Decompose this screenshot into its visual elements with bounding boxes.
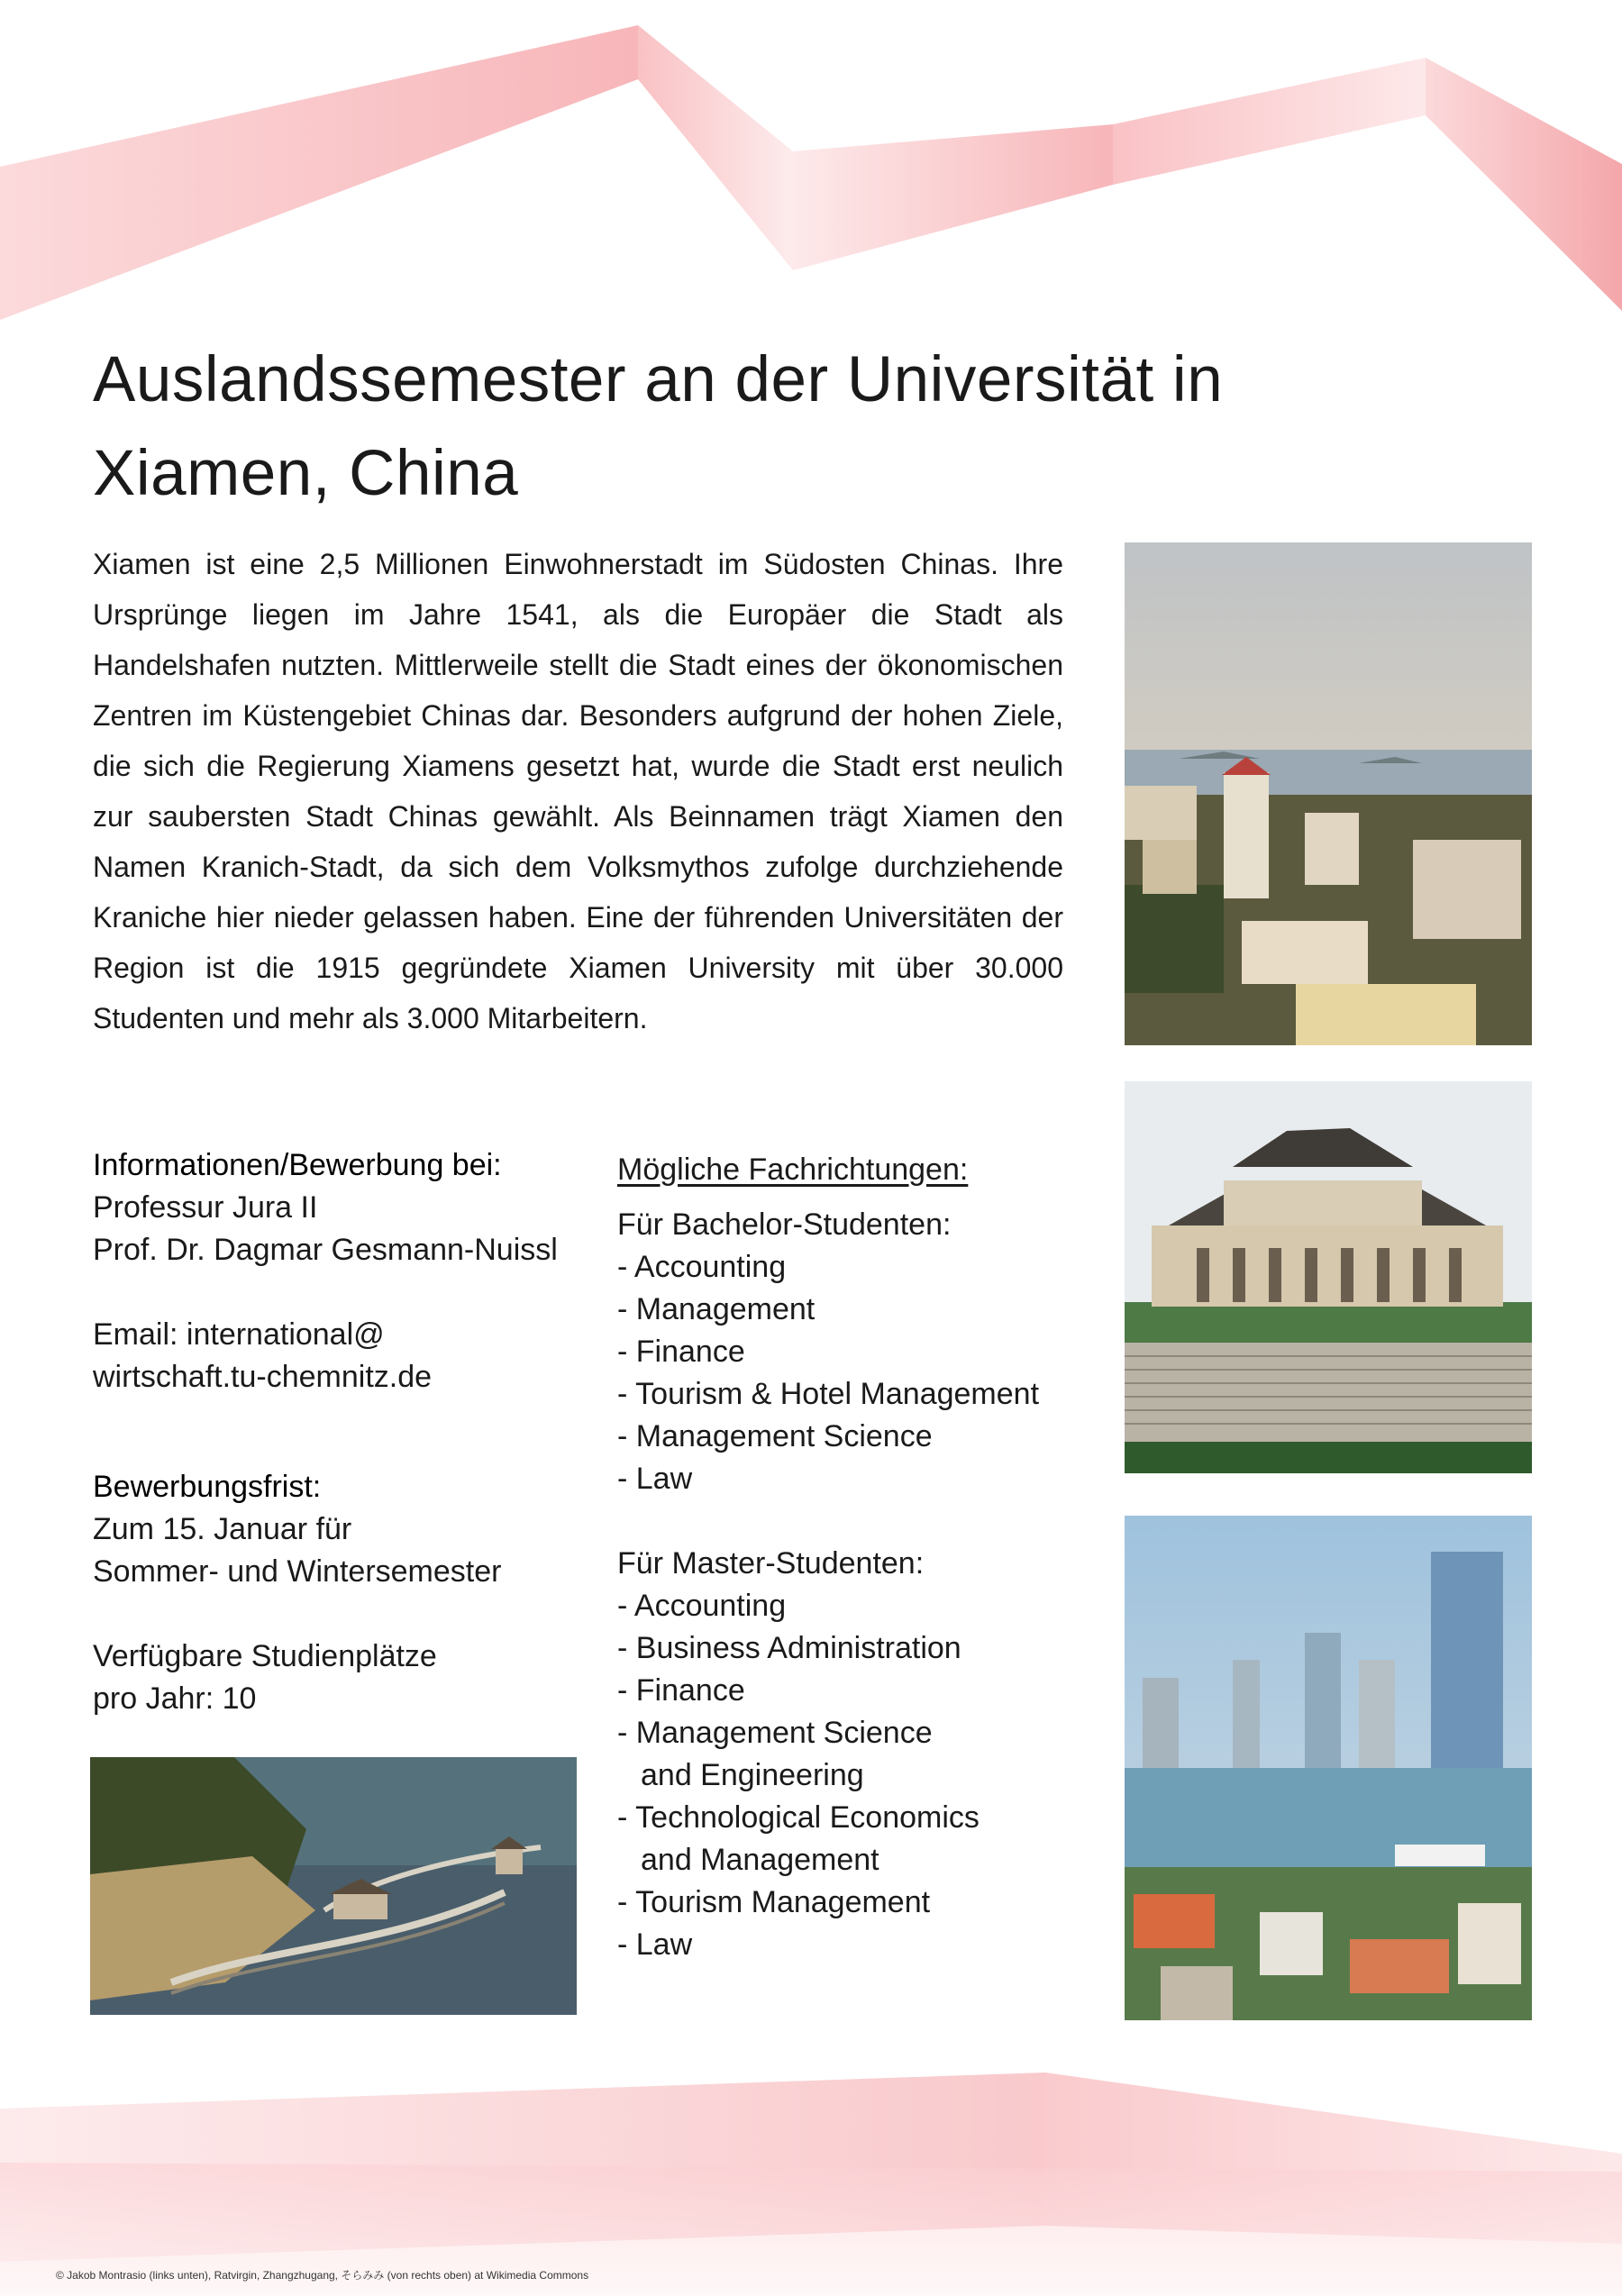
places-line: Verfügbare Studienplätze xyxy=(93,1639,437,1673)
deadline-line: Sommer- und Wintersemester xyxy=(93,1554,502,1589)
master-item: - Tourism Management xyxy=(617,1885,931,1919)
deadline-line: Zum 15. Januar für xyxy=(93,1512,352,1546)
info-column xyxy=(93,1144,597,1720)
email-line: wirtschaft.tu-chemnitz.de xyxy=(93,1360,433,1394)
master-item: - Business Administration xyxy=(617,1631,961,1665)
title-line-1: Auslandssemester an der Universität in xyxy=(93,344,1224,415)
coastal-pavilion-photo xyxy=(90,1757,577,2015)
bachelor-item: - Management xyxy=(617,1292,816,1326)
page-title xyxy=(93,333,1264,521)
bottom-ribbon-decoration xyxy=(0,2055,1622,2296)
master-label: Für Master-Studenten: xyxy=(617,1546,925,1581)
title-line-2: Xiamen, China xyxy=(93,438,519,509)
bachelor-item: - Tourism & Hotel Management xyxy=(617,1377,1040,1411)
master-item: - Law xyxy=(617,1927,693,1962)
city-skyline-photo xyxy=(1125,542,1532,1045)
master-item: - Finance xyxy=(617,1673,745,1708)
master-item-continuation: and Management xyxy=(641,1843,879,1877)
deadline-label: Bewerbungsfrist: xyxy=(93,1470,322,1504)
bachelor-item: - Finance xyxy=(617,1335,745,1369)
image-credit: © Jakob Montrasio (links unten), Ratvirgin, Zhangzhugang, そらみみ (von rechts oben) at Wikimedia Commons xyxy=(56,2269,589,2282)
contact-label: Informationen/Bewerbung bei: xyxy=(93,1148,502,1182)
master-item: - Technological Economics xyxy=(617,1800,980,1835)
places-line: pro Jahr: 10 xyxy=(93,1681,257,1716)
master-item: - Management Science xyxy=(617,1716,933,1750)
master-item-continuation: and Engineering xyxy=(641,1758,864,1792)
subjects-heading: Mögliche Fachrichtungen: xyxy=(617,1153,969,1187)
intro-paragraph: Xiamen ist eine 2,5 Millionen Einwohnerstadt im Südosten Chinas. Ihre Ursprünge liegen im Jahre 1541, als die Europäer die Stadt als Handelshafen nutzten. Mittlerweile stellt die Stadt eines der ökonomischen Zentren im Küstengebiet Chinas dar. Besonders aufgrund der hohen Ziele, die sich die Regierung Xiamens gesetzt hat, wurde die Stadt erst neulich zur saubersten Stadt Chinas gewählt. Als Beinnamen trägt Xiamen den Namen Kranich-Stadt, da sich dem Volksmythos zufolge durchziehende Kraniche hier nieder gelassen haben. Eine der führenden Universitäten der Region ist die 1915 gegründete Xiamen University mit über 30.000 Studenten und mehr als 3.000 Mitarbeitern. xyxy=(93,548,1063,1034)
bachelor-label: Für Bachelor-Studenten: xyxy=(617,1207,952,1242)
university-building-photo xyxy=(1125,1081,1532,1473)
contact-line: Prof. Dr. Dagmar Gesmann-Nuissl xyxy=(93,1233,558,1267)
bachelor-item: - Law xyxy=(617,1462,693,1496)
bachelor-item: - Management Science xyxy=(617,1419,933,1453)
contact-line: Professur Jura II xyxy=(93,1190,318,1225)
subjects-column xyxy=(617,1149,1122,1966)
top-ribbon-decoration xyxy=(0,0,1622,342)
email-line: Email: international@ xyxy=(93,1317,385,1352)
harbour-city-photo xyxy=(1125,1516,1532,2020)
bachelor-item: - Accounting xyxy=(617,1250,787,1284)
master-item: - Accounting xyxy=(617,1589,787,1623)
